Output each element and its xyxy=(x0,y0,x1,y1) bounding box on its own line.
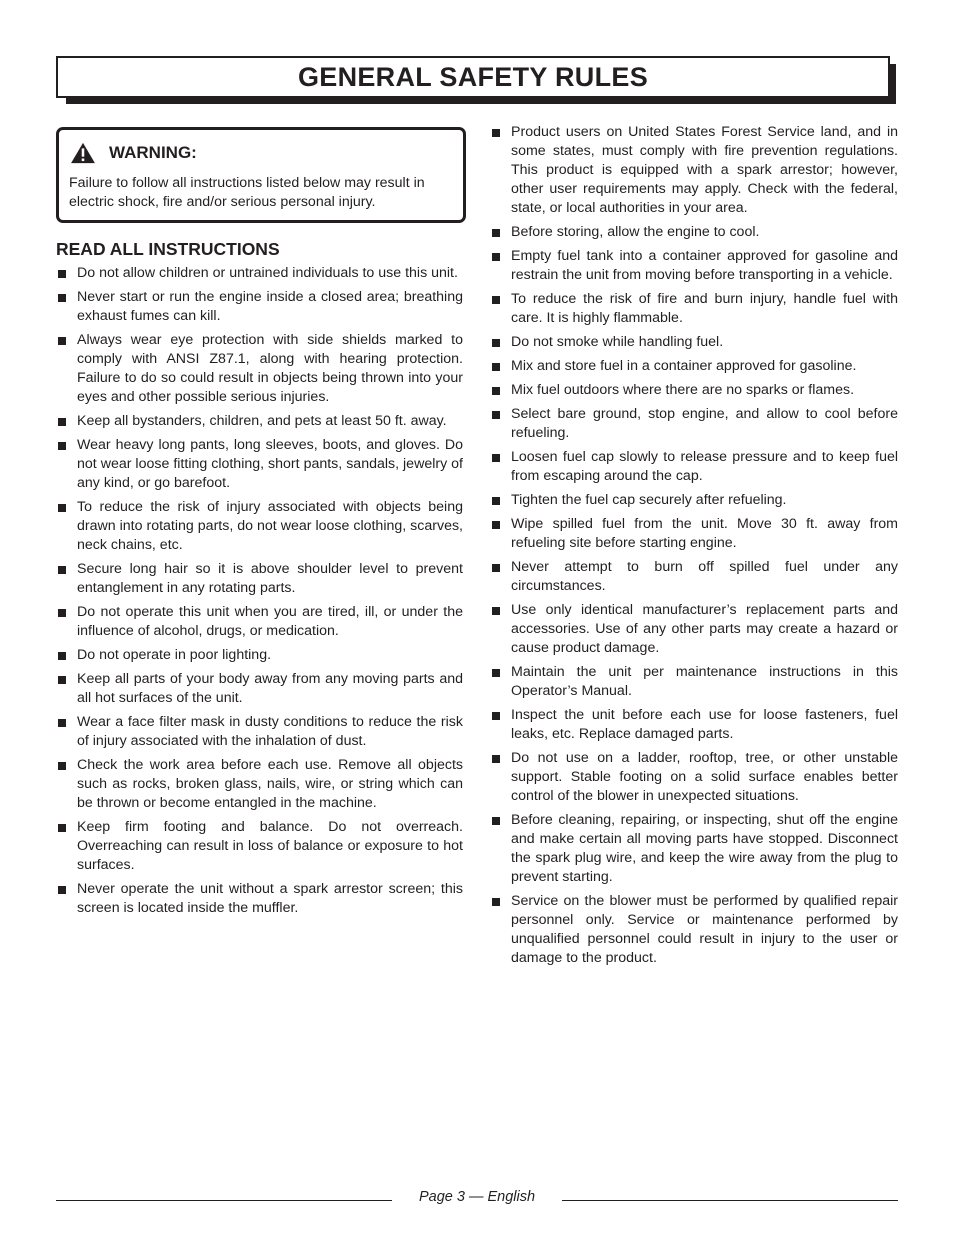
bullet-square-icon xyxy=(492,411,500,419)
rule-text: Secure long hair so it is above shoulder level to prevent entanglement in any rotating parts. xyxy=(77,561,463,596)
rule-text: Wear heavy long pants, long sleeves, boots, and gloves. Do not wear loose fitting clothing, short pants, sandals, jewelry of any kind, or go barefoot. xyxy=(77,437,463,491)
bullet-square-icon xyxy=(492,755,500,763)
rule-item xyxy=(490,515,898,553)
rule-text: To reduce the risk of injury associated with objects being drawn into rotating parts, do not wear loose clothing, scarves, neck chains, etc. xyxy=(77,499,463,553)
bullet-square-icon xyxy=(492,669,500,677)
rule-text: Maintain the unit per maintenance instructions in this Operator’s Manual. xyxy=(511,664,898,699)
rule-text: Empty fuel tank into a container approved for gasoline and restrain the unit from moving before transporting in a vehicle. xyxy=(511,248,898,283)
bullet-square-icon xyxy=(58,337,66,345)
rule-item xyxy=(56,756,463,813)
rule-item xyxy=(490,333,898,352)
rule-item xyxy=(490,448,898,486)
rule-text: Select bare ground, stop engine, and allow to cool before refueling. xyxy=(511,406,898,441)
bullet-square-icon xyxy=(492,712,500,720)
bullet-square-icon xyxy=(492,229,500,237)
rule-text: Keep all parts of your body away from any moving parts and all hot surfaces of the unit. xyxy=(77,671,463,706)
page-title: GENERAL SAFETY RULES xyxy=(297,61,649,92)
bullet-square-icon xyxy=(492,296,500,304)
bullet-square-icon xyxy=(58,762,66,770)
warning-box xyxy=(56,127,466,223)
rule-text: Before cleaning, repairing, or inspecting, shut off the engine and make certain all moving parts have stopped. Disconnect the spark plug wire, and keep the wire away from the plug to prevent starting. xyxy=(511,812,898,885)
rule-text: Tighten the fuel cap securely after refueling. xyxy=(511,492,787,508)
rule-item xyxy=(490,892,898,968)
rule-item xyxy=(56,331,463,407)
rule-item xyxy=(56,713,463,751)
bullet-square-icon xyxy=(58,824,66,832)
rule-item xyxy=(56,603,463,641)
bullet-square-icon xyxy=(492,129,500,137)
rule-item xyxy=(490,663,898,701)
warning-text: Failure to follow all instructions listed below may result in electric shock, fire and/or serious personal injury. xyxy=(69,175,425,210)
footer-rule-right xyxy=(562,1200,898,1201)
bullet-square-icon xyxy=(58,418,66,426)
bullet-square-icon xyxy=(58,886,66,894)
rule-item xyxy=(56,264,463,283)
bullet-square-icon xyxy=(58,566,66,574)
rule-item xyxy=(490,491,898,510)
bullet-square-icon xyxy=(58,294,66,302)
rule-text: Check the work area before each use. Remove all objects such as rocks, broken glass, nails, wire, or string which can be thrown or become entangled in the machine. xyxy=(77,757,463,811)
page-title-banner xyxy=(56,56,890,98)
rule-text: Do not allow children or untrained individuals to use this unit. xyxy=(77,265,458,281)
rule-item xyxy=(490,749,898,806)
bullet-square-icon xyxy=(492,564,500,572)
rule-item xyxy=(56,436,463,493)
rule-item xyxy=(490,811,898,887)
rule-text: Do not operate in poor lighting. xyxy=(77,647,272,663)
rule-text: Product users on United States Forest Service land, and in some states, must comply with fire prevention regulations. This product is equipped with a spark arrestor; however, other user requirements may apply. Check with the federal, state, or local authorities in your area. xyxy=(511,124,898,216)
rule-text: Service on the blower must be performed by qualified repair personnel only. Service or maintenance performed by unqualified personnel could result in injury to the user or damage to the product. xyxy=(511,893,898,966)
rule-text: Use only identical manufacturer’s replacement parts and accessories. Use of any other parts may create a hazard or cause product damage. xyxy=(511,602,898,656)
bullet-square-icon xyxy=(58,442,66,450)
bullet-square-icon xyxy=(58,676,66,684)
rule-text: Do not use on a ladder, rooftop, tree, or other unstable support. Stable footing on a solid surface enables better control of the blower in unexpected situations. xyxy=(511,750,898,804)
footer-rule-left xyxy=(56,1200,392,1201)
rule-item xyxy=(56,670,463,708)
bullet-square-icon xyxy=(58,652,66,660)
page-footer: Page 3 — English xyxy=(418,1189,536,1205)
bullet-square-icon xyxy=(58,719,66,727)
rule-text: Always wear eye protection with side shields marked to comply with ANSI Z87.1, along with hearing protection. Failure to do so could result in objects being thrown into your eyes and other possible serious injuries. xyxy=(77,332,463,405)
bullet-square-icon xyxy=(492,607,500,615)
rule-item xyxy=(490,558,898,596)
rule-text: Before storing, allow the engine to cool. xyxy=(511,224,760,240)
rule-text: Inspect the unit before each use for loose fasteners, fuel leaks, etc. Replace damaged parts. xyxy=(511,707,898,742)
bullet-square-icon xyxy=(58,270,66,278)
warning-label: WARNING: xyxy=(109,143,197,162)
warning-header xyxy=(69,142,197,164)
rule-item xyxy=(490,223,898,242)
rule-text: To reduce the risk of fire and burn injury, handle fuel with care. It is highly flammable. xyxy=(511,291,898,326)
title-box xyxy=(56,56,890,98)
bullet-square-icon xyxy=(492,817,500,825)
bullet-square-icon xyxy=(58,609,66,617)
rule-item xyxy=(490,247,898,285)
bullet-square-icon xyxy=(58,504,66,512)
rule-text: Mix and store fuel in a container approved for gasoline. xyxy=(511,358,857,374)
rule-text: Do not operate this unit when you are tired, ill, or under the influence of alcohol, drugs, or medication. xyxy=(77,604,463,639)
bullet-square-icon xyxy=(492,363,500,371)
rule-item xyxy=(490,405,898,443)
rule-text: Keep firm footing and balance. Do not overreach. Overreaching can result in loss of balance or exposure to hot surfaces. xyxy=(77,819,463,873)
rule-item xyxy=(490,381,898,400)
rule-item xyxy=(490,601,898,658)
rule-item xyxy=(490,290,898,328)
rule-item xyxy=(490,706,898,744)
rule-text: Never start or run the engine inside a closed area; breathing exhaust fumes can kill. xyxy=(77,289,463,324)
warning-triangle-icon xyxy=(69,142,97,164)
rule-item xyxy=(56,412,463,431)
bullet-square-icon xyxy=(492,339,500,347)
rule-item xyxy=(56,646,463,665)
bullet-square-icon xyxy=(492,898,500,906)
bullet-square-icon xyxy=(492,521,500,529)
bullet-square-icon xyxy=(492,497,500,505)
rule-text: Do not smoke while handling fuel. xyxy=(511,334,724,350)
rule-text: Never attempt to burn off spilled fuel under any circumstances. xyxy=(511,559,898,594)
rule-text: Keep all bystanders, children, and pets at least 50 ft. away. xyxy=(77,413,447,429)
bullet-square-icon xyxy=(492,387,500,395)
rule-text: Wear a face filter mask in dusty conditions to reduce the risk of injury associated with the inhalation of dust. xyxy=(77,714,463,749)
rule-text: Loosen fuel cap slowly to release pressure and to keep fuel from escaping around the cap. xyxy=(511,449,898,484)
rule-text: Mix fuel outdoors where there are no sparks or flames. xyxy=(511,382,855,398)
bullet-square-icon xyxy=(492,253,500,261)
left-rules-list xyxy=(56,264,463,923)
rule-item xyxy=(56,818,463,875)
rule-item xyxy=(56,288,463,326)
bullet-square-icon xyxy=(492,454,500,462)
rule-item xyxy=(56,498,463,555)
right-rules-list xyxy=(490,123,898,973)
section-heading: READ ALL INSTRUCTIONS xyxy=(56,239,280,259)
rule-item xyxy=(56,560,463,598)
rule-item xyxy=(56,880,463,918)
rule-item xyxy=(490,123,898,218)
rule-text: Never operate the unit without a spark arrestor screen; this screen is located inside the muffler. xyxy=(77,881,463,916)
rule-text: Wipe spilled fuel from the unit. Move 30 ft. away from refueling site before starting engine. xyxy=(511,516,898,551)
rule-item xyxy=(490,357,898,376)
